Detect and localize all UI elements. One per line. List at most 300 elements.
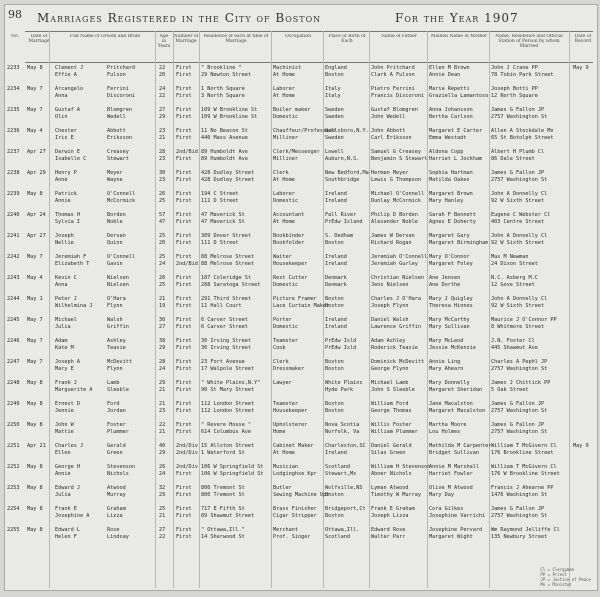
groom-father: Jeremiah O'Connell [371,254,428,260]
bride-marriage-number: First [176,135,192,141]
groom-occupation: Rest Cutter [273,275,308,281]
officiant-name: John A Donnelly Cl [491,191,548,197]
groom-birthplace: Nova Scotia [325,422,360,428]
header-mother: Maiden Name of Mother [430,34,488,39]
groom-first-name: Chester [55,128,77,134]
bride-marriage-number: First [176,534,192,540]
groom-first-name: Henry P [55,170,77,176]
bride-residence: 6 Carver Street [201,324,248,330]
groom-father: Philip D Borden [371,212,418,218]
register-title: Marriages Registered in the City of Boston [37,11,322,25]
record-number: 2236 [7,128,20,134]
bride-marriage-number: First [176,366,192,372]
bride-first-name: Iris E [55,135,74,141]
bride-age: 23 [159,156,166,162]
groom-last-name: Dervan [107,233,126,239]
bride-first-name: Mary E [55,366,74,372]
groom-marriage-number: First [176,128,192,134]
bride-age: 23 [159,177,166,183]
bride-marriage-number: First [176,72,192,78]
groom-first-name: Ernest D [55,401,80,407]
table-row [7,338,593,359]
record-number: 2248 [7,380,20,386]
groom-mother: Aldona Copp [429,149,464,155]
bride-last-name: Murray [107,492,126,498]
groom-occupation: Bookbinder [273,233,305,239]
table-row [7,443,593,464]
officiant-address: 2757 Washington St [491,366,548,372]
bride-age: 24 [159,471,166,477]
marriage-date: May 8 [27,422,43,428]
table-row [7,422,593,443]
bride-age: 21 [159,513,166,519]
bride-mother: Josephine Varrichi [429,513,486,519]
bride-father: Lewis G Thompson [371,177,421,183]
bride-birthplace: PrEdw Isld [325,345,357,351]
record-number: 2234 [7,86,20,92]
record-number: 2246 [7,338,20,344]
table-row [7,149,593,170]
groom-age: 40 [159,443,166,449]
table-row [7,212,593,233]
bride-occupation: At Home [273,177,295,183]
bride-residence: 3 North Square [201,93,245,99]
groom-father: Samuel G Creasey [371,149,421,155]
bride-birthplace: Ireland [325,198,347,204]
marriage-date: May 7 [27,317,43,323]
officiant-address: 12 Gove Street [491,282,535,288]
marriage-date: Apr 27 [27,233,46,239]
bride-occupation: Prof. Singer [273,534,311,540]
officiant-address: 176 Brookline Street [491,450,554,456]
marriage-date: May 7 [27,86,43,92]
bride-residence: 1 Waterford St [201,450,245,456]
groom-last-name: Ashley [107,338,126,344]
groom-last-name: Walsh [107,317,123,323]
groom-age: 38 [159,338,166,344]
groom-father: Daniel Walsh [371,317,409,323]
bride-age: 22 [159,93,166,99]
officiant-name: John A Donnelly Cl [491,233,548,239]
record-number: 2241 [7,233,20,239]
groom-marriage-number: First [176,359,192,365]
groom-age: 24 [159,86,166,92]
bride-last-name: Green [107,450,123,456]
bride-occupation: Lace Curtain Maker [273,303,330,309]
marriage-date: May 8 [27,464,43,470]
officiant-address: 8 Whitmore Street [491,324,545,330]
marriage-date: May 4 [27,275,43,281]
groom-birthplace: Ireland [325,254,347,260]
record-number: 2239 [7,191,20,197]
groom-age: 27 [159,527,166,533]
bride-residence: 11 Hall Court [201,303,242,309]
bride-first-name: Annie [55,471,71,477]
bride-marriage-number: First [176,324,192,330]
bride-father: Roderick Teasie [371,345,418,351]
groom-last-name: Atwood [107,485,126,491]
bride-last-name: Teasie [107,345,126,351]
bride-age: 20 [159,72,166,78]
bride-age: 29 [159,492,166,498]
groom-age: 21 [159,401,166,407]
legend-line: Mn = Minister [540,582,572,587]
groom-last-name: Graham [107,506,126,512]
groom-occupation: Clerk/Messenger [273,149,320,155]
bride-father: Clark A Fulson [371,72,415,78]
bride-father: George Flynn [371,366,409,372]
bride-occupation: Domestic [273,198,298,204]
groom-marriage-number: First [176,485,192,491]
groom-father: Pietro Ferrini [371,86,415,92]
bride-mother: Matilda Oakes [429,177,470,183]
groom-residence: " Brookline " [201,65,242,71]
officiant-address: 2757 Washington St [491,513,548,519]
groom-marriage-number: First [176,275,192,281]
marriage-date: May 8 [27,191,43,197]
officiant-address: 445 Shawmut Ave [491,345,538,351]
table-row [7,380,593,401]
table-row [7,527,593,548]
groom-occupation: Clerk [273,170,289,176]
groom-last-name: Meyer [107,170,123,176]
groom-occupation: Porter [273,317,292,323]
table-row [7,233,593,254]
table-row [7,86,593,107]
groom-residence: 109 W Brookline St [201,107,258,113]
groom-residence: 30 Irving Street [201,338,251,344]
groom-residence: 194 C Street [201,191,239,197]
groom-last-name: Stevenson [107,464,136,470]
groom-mother: Annie M Marshall [429,464,479,470]
bride-residence: 29 Newton Street [201,72,251,78]
groom-last-name: McDevitt [107,359,132,365]
bride-first-name: Anna [55,282,68,288]
table-row [7,401,593,422]
marriage-date: Apr 29 [27,170,46,176]
bride-father: John S Sleeble [371,387,415,393]
groom-birthplace: Ireland [325,191,347,197]
groom-occupation: Teamster [273,401,298,407]
bride-mother: Agnes E Doherty [429,219,476,225]
groom-mother: Mary O'Connor [429,254,470,260]
groom-father: Michael Lamb [371,380,409,386]
groom-last-name: O'Connell [107,191,136,197]
groom-first-name: Edward L [55,527,80,533]
table-row [7,485,593,506]
officiant-address: 2757 Washington St [491,408,548,414]
header-occupation: Occupation [284,34,312,39]
officiant-name: J.N. Foster Cl [491,338,535,344]
officiant-address: 92 W Sixth Street [491,240,545,246]
groom-marriage-number: First [176,233,192,239]
groom-first-name: Clement J [55,65,84,71]
bride-father: Silas Green [371,450,406,456]
officiant-address: 1476 Washington St [491,492,548,498]
bride-residence: 89 Humboldt Ave [201,156,248,162]
groom-occupation: Merchant [273,527,298,533]
groom-birthplace: Ireland [325,317,347,323]
groom-mother: Mary J Quigley [429,296,473,302]
bride-age: 21 [159,429,166,435]
groom-residence: 23 Fort Avenue [201,359,245,365]
groom-occupation: Boiler maker [273,107,311,113]
groom-age: 28 [159,149,166,155]
groom-marriage-number: First [176,506,192,512]
groom-birthplace: Ottawa,Ill. [325,527,360,533]
bride-father: Joseph Lizza [371,513,409,519]
bride-first-name: Anna [55,93,68,99]
bride-birthplace: Sweden [325,135,344,141]
groom-marriage-number: First [176,170,192,176]
groom-first-name: Peter J [55,296,77,302]
bride-residence: 111 D Street [201,198,239,204]
groom-birthplace: Italy [325,86,341,92]
marriage-date: May 8 [27,527,43,533]
groom-marriage-number: First [176,338,192,344]
bride-occupation: Home [273,429,286,435]
groom-marriage-number: First [176,212,192,218]
bride-first-name: Ellen [55,450,71,456]
marriage-date: May 7 [27,359,43,365]
officiant-name: Albert H Plumb Cl [491,149,545,155]
bride-first-name: Jennie [55,408,74,414]
bride-residence: 89 Shawmut Street [201,513,255,519]
marriage-date: May 7 [27,338,43,344]
bride-occupation: Domestic [273,282,298,288]
groom-marriage-number: First [176,527,192,533]
bride-birthplace: Scotland [325,534,350,540]
groom-mother: Mary McCarthy [429,317,470,323]
groom-last-name: Gerald [107,443,126,449]
bride-marriage-number: First [176,177,192,183]
bride-marriage-number: First [176,282,192,288]
groom-age: 28 [159,359,166,365]
bride-mother: Bertha Carlson [429,114,473,120]
groom-mother: Josephine Pervard [429,527,483,533]
groom-occupation: Picture Framer [273,296,317,302]
record-number: 2247 [7,359,20,365]
groom-marriage-number: First [176,380,192,386]
bride-marriage-number: First [176,156,192,162]
bride-birthplace: Ireland [325,261,347,267]
record-number: 2253 [7,485,20,491]
record-number: 2251 [7,443,20,449]
bride-father: Joseph Flynn [371,303,409,309]
groom-last-name: Ferrini [107,86,129,92]
header-birthplace: Place of Birth of Each [328,34,366,44]
register-page [4,4,598,591]
record-number: 2243 [7,275,20,281]
bride-age: 24 [159,261,166,267]
groom-first-name: John W [55,422,74,428]
groom-occupation: Upholsterer [273,422,308,428]
groom-birthplace: Boston [325,359,344,365]
record-date: May 9 [573,65,589,71]
record-number: 2249 [7,401,20,407]
page-number: 98 [8,8,22,21]
groom-mother: Ellen M Brown [429,65,470,71]
bride-first-name: Annie [55,198,71,204]
officiant-name: N.C. Asberg M.C [491,275,538,281]
bride-mother: Mary Sullivan [429,324,470,330]
groom-father: John Abbott [371,128,406,134]
groom-birthplace: Boston [325,296,344,302]
record-number: 2235 [7,107,20,113]
officiant-name: John A Donnelly Cl [491,296,548,302]
bride-age: 25 [159,198,166,204]
groom-residence: 309 Dover Street [201,233,251,239]
officiant-name: James G Fallon JP [491,401,545,407]
table-row [7,506,593,527]
bride-birthplace: Hyde Park [325,387,354,393]
marriage-date: May 7 [27,254,43,260]
bride-last-name: Wedell [107,114,126,120]
officiant-name: Eugene C Webster Cl [491,212,551,218]
bride-marriage-number: First [176,303,192,309]
bride-residence: 111 D Street [201,240,239,246]
bride-residence: 90 St Mary Street [201,387,255,393]
bride-birthplace: Ireland [325,324,347,330]
officiant-name: James G Fallon JP [491,422,545,428]
header-no: No. [11,34,19,39]
bride-father: Richard Rogan [371,240,412,246]
officiant-name: Joseph Botti PP [491,86,538,92]
groom-father: William H Stevenson [371,464,431,470]
bride-residence: 106 W Springfield St [201,471,264,477]
groom-mother: Anna Johansson [429,107,473,113]
officiant-address: 135 Newbury Street [491,534,548,540]
bride-father: Benjamin S Stewart [371,156,428,162]
header-names: Full Name of Groom and Bride [69,34,141,39]
officiant-name: James G Fallon JP [491,506,545,512]
bride-mother: Theresa Hinnes [429,303,473,309]
officiant-address: 5 Oak Street [491,387,529,393]
groom-first-name: Michael [55,317,77,323]
bride-last-name: Eriksson [107,135,132,141]
groom-first-name: Joseph A [55,359,80,365]
groom-age: 30 [159,170,166,176]
groom-occupation: Butler [273,485,292,491]
bride-last-name: Nichols [107,471,129,477]
groom-age: 22 [159,422,166,428]
groom-residence: 428 Dudley Street [201,170,255,176]
groom-first-name: Edward J [55,485,80,491]
officiant-name: Wm Raymond Jelliffe Cl [491,527,560,533]
bride-mother: Mary Hanley [429,198,464,204]
table-row [7,317,593,338]
groom-birthplace: Sweden [325,107,344,113]
groom-birthplace: Scotland [325,464,350,470]
bride-birthplace: Boston [325,492,344,498]
groom-age: 29 [159,380,166,386]
bride-residence: 17 Walpole Street [201,366,255,372]
bride-father: Jens Nielsen [371,282,409,288]
header-father: Name of Father [381,34,417,39]
groom-occupation: Lawyer [273,380,292,386]
marriage-date: May 4 [27,128,43,134]
table-row [7,275,593,296]
groom-birthplace: New Bedford,Ma [325,170,369,176]
groom-birthplace: Bridgeport,Ct [325,506,366,512]
bride-marriage-number: First [176,198,192,204]
groom-residence: 291 Third Street [201,296,251,302]
bride-occupation: Dressmaker [273,366,305,372]
record-number: 2254 [7,506,20,512]
groom-age: 26 [159,464,166,470]
bride-first-name: Kate M [55,345,74,351]
bride-occupation: Housekeeper [273,408,308,414]
groom-occupation: Accountant [273,212,305,218]
officiant-name: Max M Newman [491,254,529,260]
groom-occupation: Musician [273,464,298,470]
groom-age: 21 [159,296,166,302]
bride-father: Dunlay McCormick [371,198,421,204]
bride-last-name: Jordan [107,408,126,414]
bride-father: Timothy W Murray [371,492,421,498]
groom-father: Daniel Gerald [371,443,412,449]
bride-occupation: At Home [273,450,295,456]
bride-marriage-number: First [176,429,192,435]
groom-last-name: Pritchard [107,65,136,71]
bride-age: 19 [159,303,166,309]
bride-last-name: Lindsay [107,534,129,540]
groom-age: 30 [159,317,166,323]
table-row [7,107,593,128]
bride-last-name: Sleeble [107,387,129,393]
table-row [7,254,593,275]
groom-marriage-number: 2nd/Div [176,443,198,449]
groom-age: 27 [159,107,166,113]
groom-mother: Sophia Hartman [429,170,473,176]
groom-first-name: Arcangelo [55,86,84,92]
bride-last-name: Discoroni [107,93,136,99]
groom-mother: Ane Jensen [429,275,461,281]
bride-birthplace: Boston [325,408,344,414]
bride-residence: 14 Sherwood St [201,534,245,540]
groom-residence: " Ottawa,Ill." [201,527,245,533]
groom-marriage-number: First [176,296,192,302]
groom-birthplace: Fall River [325,212,357,218]
bride-occupation: At Home [273,72,295,78]
record-date: May 9 [573,443,589,449]
record-number: 2250 [7,422,20,428]
groom-marriage-number: First [176,422,192,428]
groom-marriage-number: First [176,86,192,92]
bride-first-name: Josephine A [55,513,90,519]
officiant-name: James G Fallon JP [491,170,545,176]
table-row [7,170,593,191]
bride-birthplace: Auburn,N.S. [325,156,360,162]
bride-marriage-number: First [176,408,192,414]
bride-residence: 109 W Brookline St [201,114,258,120]
officiant-name: Charles A Pephl JP [491,359,548,365]
officiant-name: Maurice J O'Connor PP [491,317,557,323]
groom-father: Edward Rose [371,527,406,533]
groom-first-name: Patrick [55,191,77,197]
groom-occupation: Laborer [273,191,295,197]
bride-age: 29 [159,114,166,120]
groom-age: 25 [159,233,166,239]
groom-mother: Martha Moore [429,422,467,428]
groom-birthplace: Boston [325,401,344,407]
bride-occupation: Bookfolder [273,240,305,246]
groom-mother: Mathilda M Carpenter [429,443,492,449]
marriage-date: May 8 [27,485,43,491]
table-row [7,128,593,149]
bride-mother: Jessie McKenzie [429,345,476,351]
groom-residence: 800 Tremont St [201,485,245,491]
